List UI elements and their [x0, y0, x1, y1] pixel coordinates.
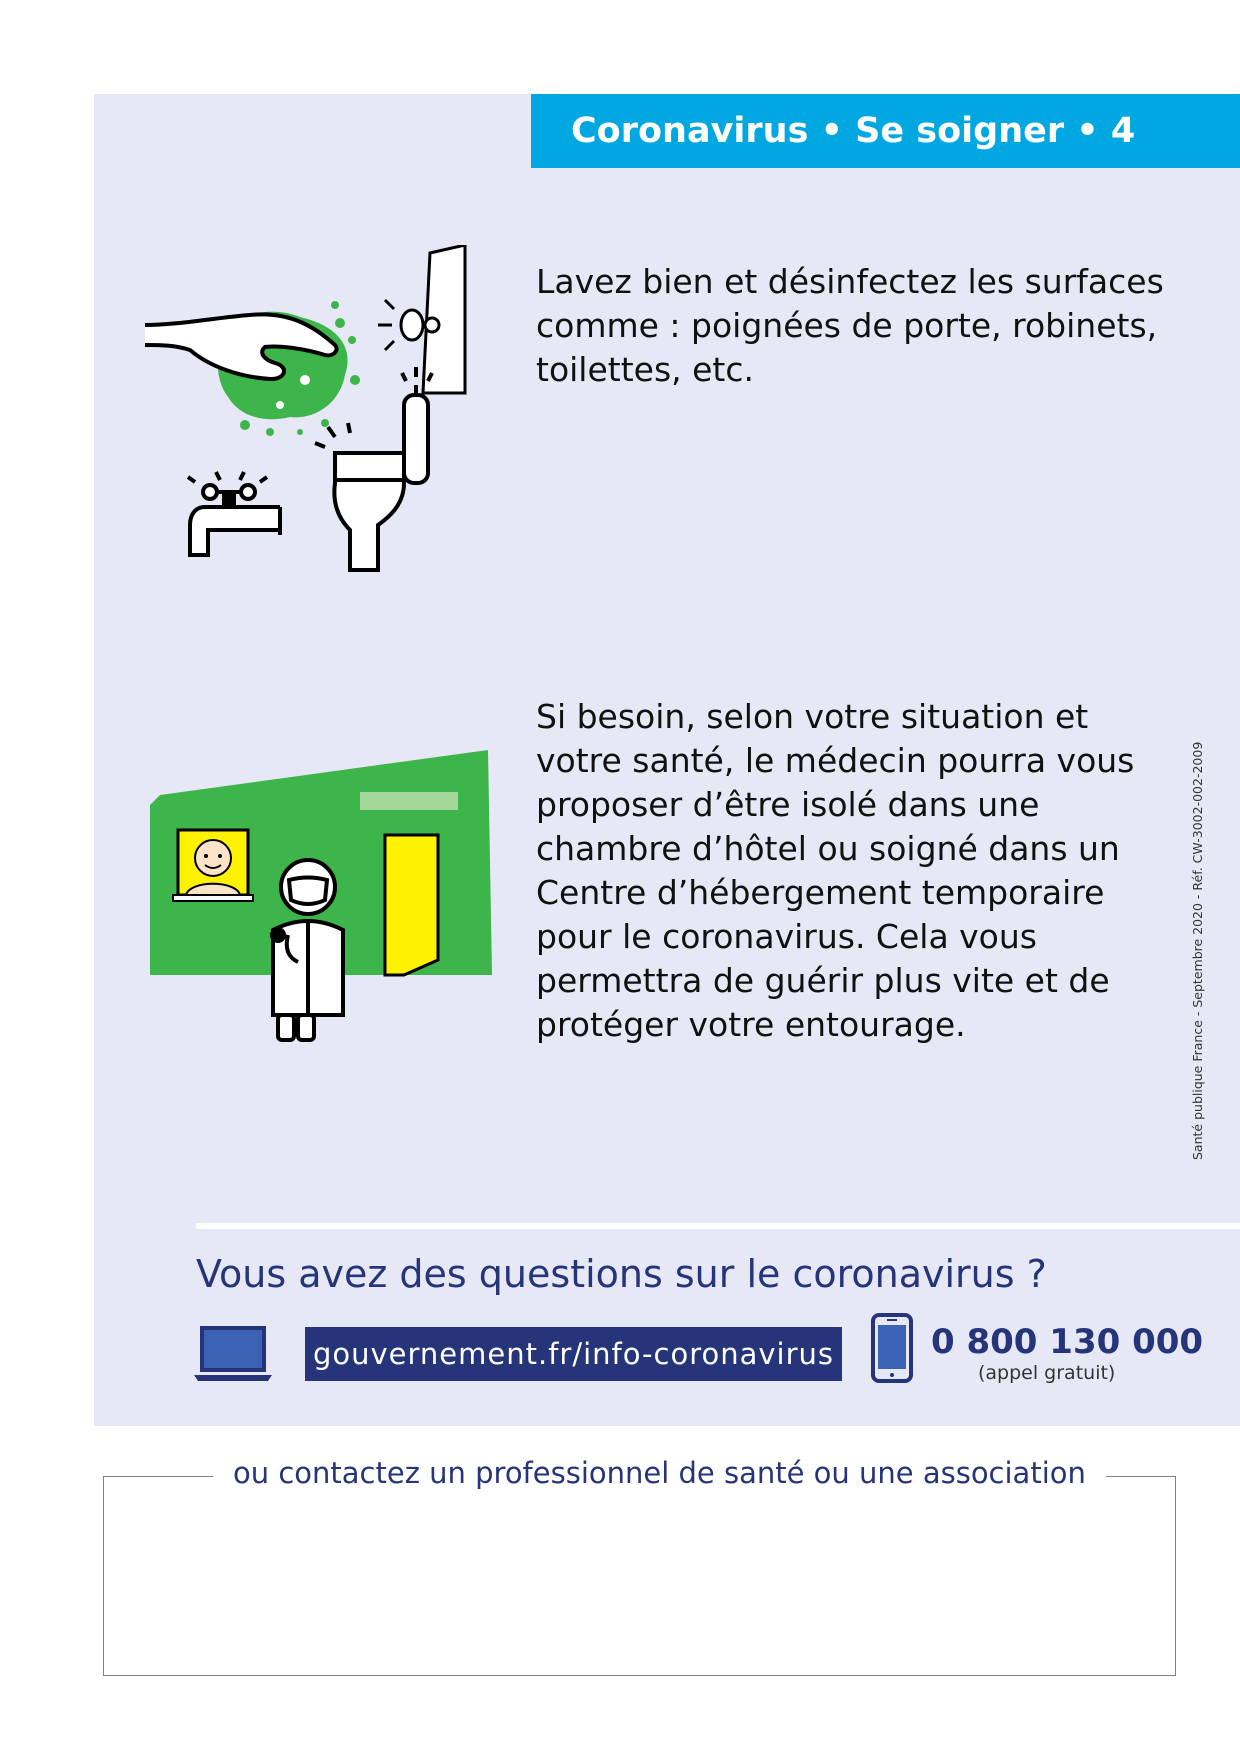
window-person-icon	[173, 830, 253, 901]
disinfect-surfaces-illustration	[140, 245, 480, 575]
reference-note: Santé publique France - Septembre 2020 - Réf. CW-3002-002-2009	[1190, 741, 1205, 1160]
section-1-text: Lavez bien et désinfectez les surfaces comme : poignées de porte, robinets, toilettes, etc.	[536, 262, 1164, 389]
door-icon	[385, 835, 438, 975]
footer-divider	[196, 1223, 1240, 1229]
section-2-text: Si besoin, selon votre situation et votre santé, le médecin pourra vous proposer d’être isolé dans une chambre d’hôtel ou soigné dans un Centre d’hébergement temporaire pour le coronavirus. Cela vous permettra de guérir plus vite et de protéger votre entourage.	[536, 697, 1135, 1044]
faucet-icon	[188, 472, 280, 555]
laptop-icon	[192, 1325, 274, 1383]
hosting-centre-illustration	[148, 750, 498, 1050]
doctor-icon	[272, 860, 343, 1040]
building-sign	[360, 792, 458, 810]
questions-heading: Vous avez des questions sur le coronavirus ?	[196, 1252, 1047, 1296]
page-title: Coronavirus • Se soigner • 4	[531, 94, 1240, 168]
phone-note: (appel gratuit)	[978, 1362, 1116, 1384]
contact-box	[103, 1476, 1176, 1676]
door-handle-icon	[378, 245, 465, 393]
contact-label: ou contactez un professionnel de santé ou une association	[213, 1456, 1106, 1490]
phone-number[interactable]: 0 800 130 000	[931, 1322, 1204, 1362]
info-url-link[interactable]: gouvernement.fr/info-coronavirus	[305, 1327, 842, 1381]
smartphone-icon	[870, 1312, 914, 1384]
